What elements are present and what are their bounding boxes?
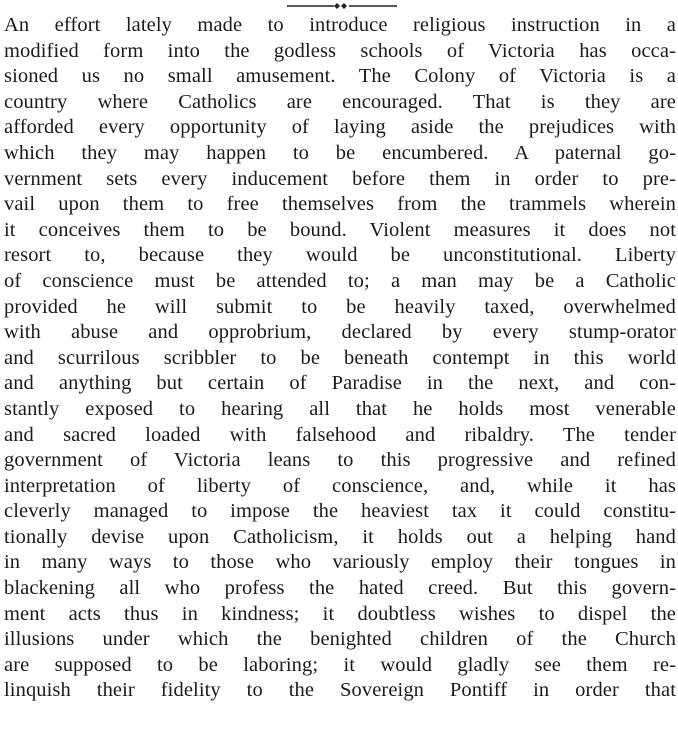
article-line: government of Victoria leans to this progressive and refined bbox=[4, 449, 676, 472]
article-line: and anything but certain of Paradise in the next, and con- bbox=[4, 372, 676, 395]
section-divider-ornament bbox=[287, 2, 397, 10]
article-line: modified form into the godless schools of Victoria has occa- bbox=[4, 39, 676, 62]
article-line: resort to, because they would be unconstitutional. Liberty bbox=[4, 244, 676, 267]
article-line: stantly exposed to hearing all that he holds most venerable bbox=[4, 397, 676, 420]
article-line: it conceives them to be bound. Violent measures it does not bbox=[4, 218, 676, 241]
article-line: vail upon them to free themselves from the trammels wherein bbox=[4, 193, 676, 216]
article-line: blackening all who profess the hated creed. But this govern- bbox=[4, 577, 676, 600]
article-line: vernment sets every inducement before them in order to pre- bbox=[4, 167, 676, 190]
article-body bbox=[4, 13, 676, 704]
article-line: and scurrilous scribbler to be beneath contempt in this world bbox=[4, 346, 676, 369]
article-line: linquish their fidelity to the Sovereign Pontiff in order that bbox=[4, 679, 676, 702]
article-line: interpretation of liberty of conscience, and, while it has bbox=[4, 474, 676, 497]
article-line: and sacred loaded with falsehood and ribaldry. The tender bbox=[4, 423, 676, 446]
article-line: sioned us no small amusement. The Colony of Victoria is a bbox=[4, 65, 676, 88]
article-line: provided he will submit to be heavily taxed, overwhelmed bbox=[4, 295, 676, 318]
article-line: country where Catholics are encouraged. That is they are bbox=[4, 90, 676, 113]
article-line: illusions under which the benighted children of the Church bbox=[4, 628, 676, 651]
article-line: in many ways to those who variously employ their tongues in bbox=[4, 551, 676, 574]
article-line: with abuse and opprobrium, declared by every stump-orator bbox=[4, 321, 676, 344]
article-line: tionally devise upon Catholicism, it holds out a helping hand bbox=[4, 525, 676, 548]
article-line: ment acts thus in kindness; it doubtless wishes to dispel the bbox=[4, 602, 676, 625]
article-line: cleverly managed to impose the heaviest tax it could constitu- bbox=[4, 500, 676, 523]
article-line: which they may happen to be encumbered. A paternal go- bbox=[4, 141, 676, 164]
article-line: An effort lately made to introduce religious instruction in a bbox=[4, 14, 676, 36]
article-line: afforded every opportunity of laying aside the prejudices with bbox=[4, 116, 676, 139]
article-line: are supposed to be laboring; it would gladly see them re- bbox=[4, 653, 676, 676]
article-line: of conscience must be attended to; a man may be a Catholic bbox=[4, 269, 676, 292]
